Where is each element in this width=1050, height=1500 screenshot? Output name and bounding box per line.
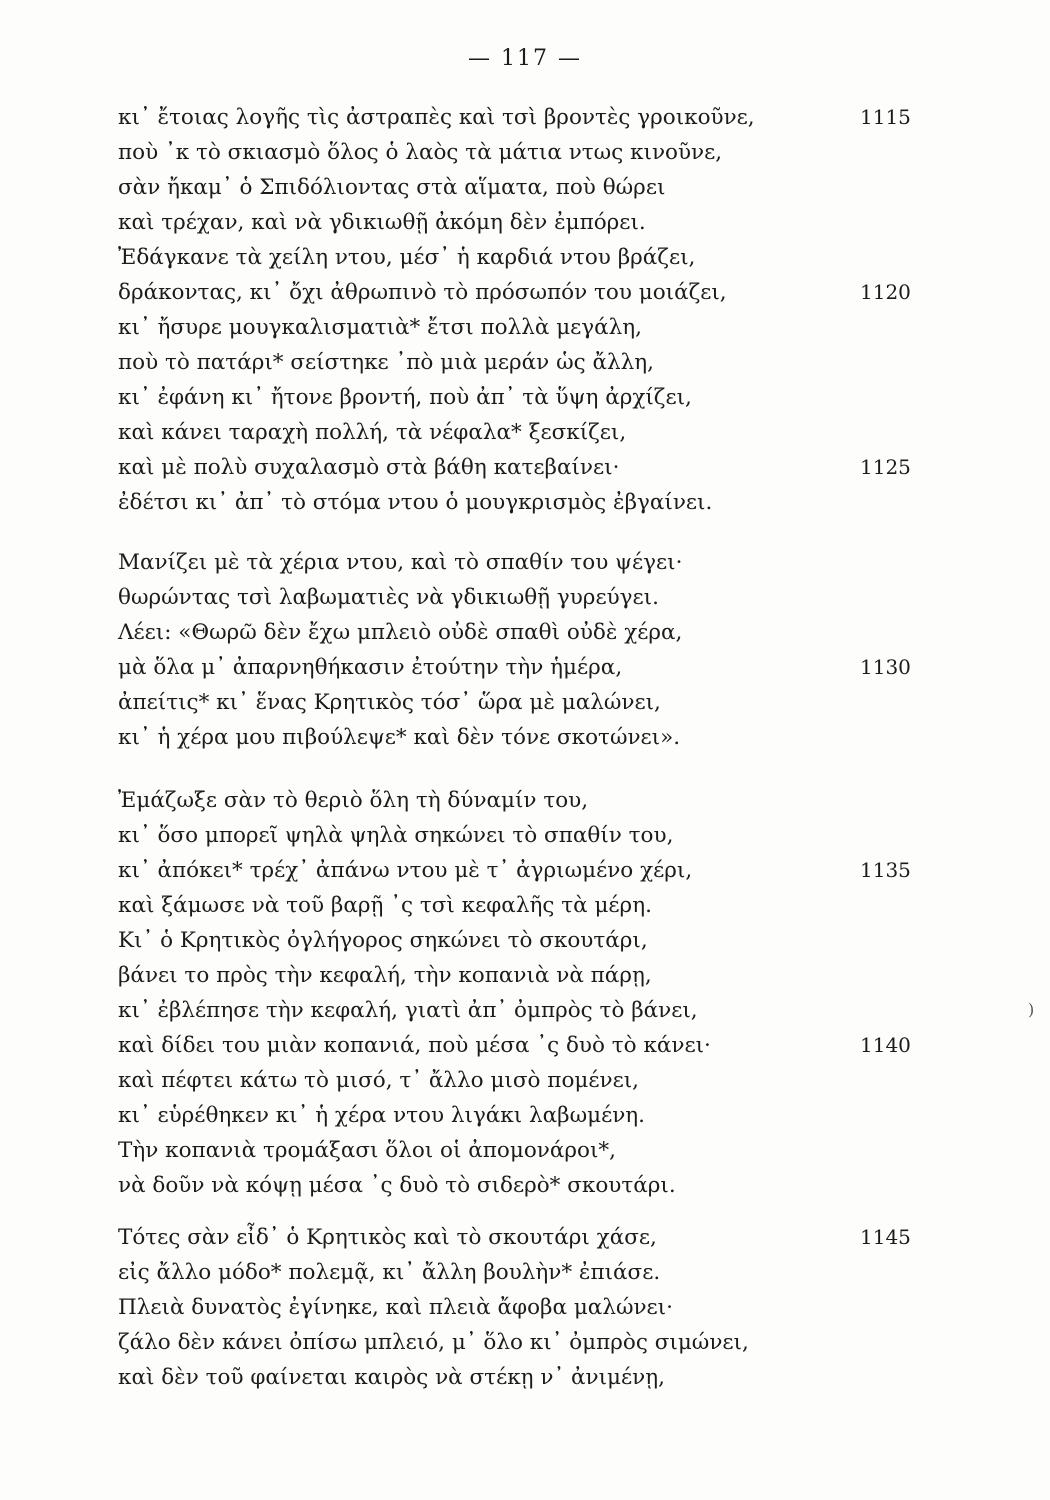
verse-line (118, 240, 938, 275)
verse-text: κι᾿ ἡ χέρα μου πιβούλεψε* καὶ δὲν τόνε σκοτώνει». (118, 725, 681, 750)
verse-line (118, 580, 938, 615)
verse-text: Τότες σὰν εἶδ᾿ ὁ Κρητικὸς καὶ τὸ σκουτάρι χάσε, (118, 1225, 657, 1250)
line-number: 1120 (860, 280, 911, 304)
verse-text: Τὴν κοπανιὰ τρομάξασι ὅλοι οἱ ἀπομονάροι*, (118, 1138, 616, 1163)
stanza-2 (118, 545, 938, 755)
verse-line (118, 1063, 938, 1098)
verse-line (118, 923, 938, 958)
verse-line (118, 485, 938, 520)
verse-line (118, 720, 938, 755)
verse-text: σὰν ἤκαμ᾿ ὁ Σπιδόλιοντας στὰ αἵματα, ποὺ θώρει (118, 175, 666, 200)
stanza-3 (118, 783, 938, 1273)
verse-text: καὶ δὲν τοῦ φαίνεται καιρὸς νὰ στέκῃ ν᾿ ἀνιμένῃ, (118, 1365, 665, 1390)
verse-text: κι᾿ ἐφάνη κι᾿ ἤτονε βροντή, ποὺ ἀπ᾿ τὰ ὕψη ἀρχίζει, (118, 385, 692, 410)
verse-text: Λέει: «Θωρῶ δὲν ἔχω μπλειὸ οὐδὲ σπαθὶ οὐδὲ χέρα, (118, 620, 683, 645)
verse-line (118, 275, 938, 310)
verse-text: κι᾿ ἔτοιας λογῆς τὶς ἀστραπὲς καὶ τσὶ βροντὲς γροικοῦνε, (118, 105, 755, 130)
verse-line (118, 1098, 938, 1133)
line-number: 1125 (860, 455, 911, 479)
verse-text: εἰς ἄλλο μόδο* πολεμᾷ, κι᾿ ἄλλη βουλὴν* ἐπιάσε. (118, 1260, 661, 1285)
verse-line (118, 310, 938, 345)
verse-line (118, 1133, 938, 1168)
line-number: 1115 (860, 105, 911, 129)
verse-text: κι᾿ εὑρέθηκεν κι᾿ ἡ χέρα ντου λιγάκι λαβωμένη. (118, 1103, 646, 1128)
verse-line (118, 345, 938, 380)
verse-line (118, 650, 938, 685)
verse-text: Μανίζει μὲ τὰ χέρια ντου, καὶ τὸ σπαθίν του ψέγει· (118, 550, 683, 575)
verse-line (118, 545, 938, 580)
verse-text: Ἐδάγκανε τὰ χείλη ντου, μέσ᾿ ἡ καρδιά ντου βράζει, (118, 245, 696, 270)
verse-line (118, 100, 938, 135)
verse-line (118, 450, 938, 485)
verse-line (118, 958, 938, 993)
verse-text: ἀπείτις* κι᾿ ἕνας Κρητικὸς τόσ᾿ ὥρα μὲ μαλώνει, (118, 690, 661, 715)
verse-line (118, 615, 938, 650)
verse-line (118, 853, 938, 888)
verse-line (118, 1168, 938, 1203)
line-number: 1145 (860, 1225, 911, 1249)
verse-text: βάνει το πρὸς τὴν κεφαλή, τὴν κοπανιὰ νὰ πάρῃ, (118, 963, 652, 988)
verse-line (118, 170, 938, 205)
stanza-1 (118, 100, 938, 520)
verse-text: καὶ τρέχαν, καὶ νὰ γδικιωθῇ ἀκόμη δὲν ἐμπόρει. (118, 210, 646, 235)
verse-text: ἐδέτσι κι᾿ ἀπ᾿ τὸ στόμα ντου ὁ μουγκρισμὸς ἐβγαίνει. (118, 490, 713, 515)
verse-text: κι᾿ ὅσο μπορεῖ ψηλὰ ψηλὰ σηκώνει τὸ σπαθίν του, (118, 823, 674, 848)
verse-line (118, 1290, 938, 1325)
verse-line (118, 135, 938, 170)
verse-text: καὶ δίδει του μιὰν κοπανιά, ποὺ μέσα ᾿ς δυὸ τὸ κάνει· (118, 1033, 711, 1058)
verse-text: δράκοντας, κι᾿ ὄχι ἀθρωπινὸ τὸ πρόσωπόν του μοιάζει, (118, 280, 727, 305)
verse-text: Κι᾿ ὁ Κρητικὸς ὀγλήγορος σηκώνει τὸ σκουτάρι, (118, 928, 648, 953)
verse-text: ποὺ τὸ πατάρι* σείστηκε ᾿πὸ μιὰ μεράν ὡς ἄλλη, (118, 350, 654, 375)
line-number: 1140 (860, 1033, 911, 1057)
verse-line (118, 1255, 938, 1290)
verse-line (118, 380, 938, 415)
stanza-4 (118, 1220, 938, 1395)
verse-line (118, 1028, 938, 1063)
verse-text: καὶ πέφτει κάτω τὸ μισό, τ᾿ ἄλλο μισὸ πομένει, (118, 1068, 639, 1093)
verse-text: θωρώντας τσὶ λαβωματιὲς νὰ γδικιωθῇ γυρεύγει. (118, 585, 659, 610)
verse-text: καὶ μὲ πολὺ συχαλασμὸ στὰ βάθη κατεβαίνει· (118, 455, 620, 480)
verse-line (118, 1325, 938, 1360)
line-number: 1135 (860, 858, 911, 882)
verse-line (118, 818, 938, 853)
verse-text: κι᾿ ἀπόκει* τρέχ᾿ ἀπάνω ντου μὲ τ᾿ ἀγριωμένο χέρι, (118, 858, 693, 883)
margin-mark: ) (1028, 1000, 1035, 1019)
verse-text: Πλειὰ δυνατὸς ἐγίνηκε, καὶ πλειὰ ἄφοβα μαλώνει· (118, 1295, 673, 1320)
verse-line (118, 415, 938, 450)
verse-text: ζάλο δὲν κάνει ὀπίσω μπλειό, μ᾿ ὅλο κι᾿ ὀμπρὸς σιμώνει, (118, 1330, 749, 1355)
verse-text: ποὺ ᾿κ τὸ σκιασμὸ ὅλος ὁ λαὸς τὰ μάτια ντως κινοῦνε, (118, 140, 723, 165)
verse-line (118, 888, 938, 923)
verse-text: μὰ ὅλα μ᾿ ἀπαρνηθήκασιν ἐτούτην τὴν ἡμέρα, (118, 655, 623, 680)
verse-line (118, 205, 938, 240)
verse-text: καὶ ξάμωσε νὰ τοῦ βαρῇ ᾿ς τσὶ κεφαλῆς τὰ μέρη. (118, 893, 652, 918)
verse-line (118, 1220, 938, 1255)
verse-line (118, 1360, 938, 1395)
page-number-header: — 117 — (468, 46, 582, 71)
line-number: 1130 (860, 655, 911, 679)
verse-line (118, 993, 938, 1028)
verse-text: Ἐμάζωξε σὰν τὸ θεριὸ ὅλη τὴ δύναμίν του, (118, 788, 589, 813)
verse-text: καὶ κάνει ταραχὴ πολλή, τὰ νέφαλα* ξεσκίζει, (118, 420, 627, 445)
verse-text: κι᾿ ἤσυρε μουγκαλισματιὰ* ἔτσι πολλὰ μεγάλη, (118, 315, 643, 340)
verse-text: κι᾿ ἐβλέπησε τὴν κεφαλή, γιατὶ ἀπ᾿ ὀμπρὸς τὸ βάνει, (118, 998, 698, 1023)
verse-line (118, 685, 938, 720)
verse-line (118, 783, 938, 818)
verse-text: νὰ δοῦν νὰ κόψῃ μέσα ᾿ς δυὸ τὸ σιδερὸ* σκουτάρι. (118, 1173, 676, 1198)
